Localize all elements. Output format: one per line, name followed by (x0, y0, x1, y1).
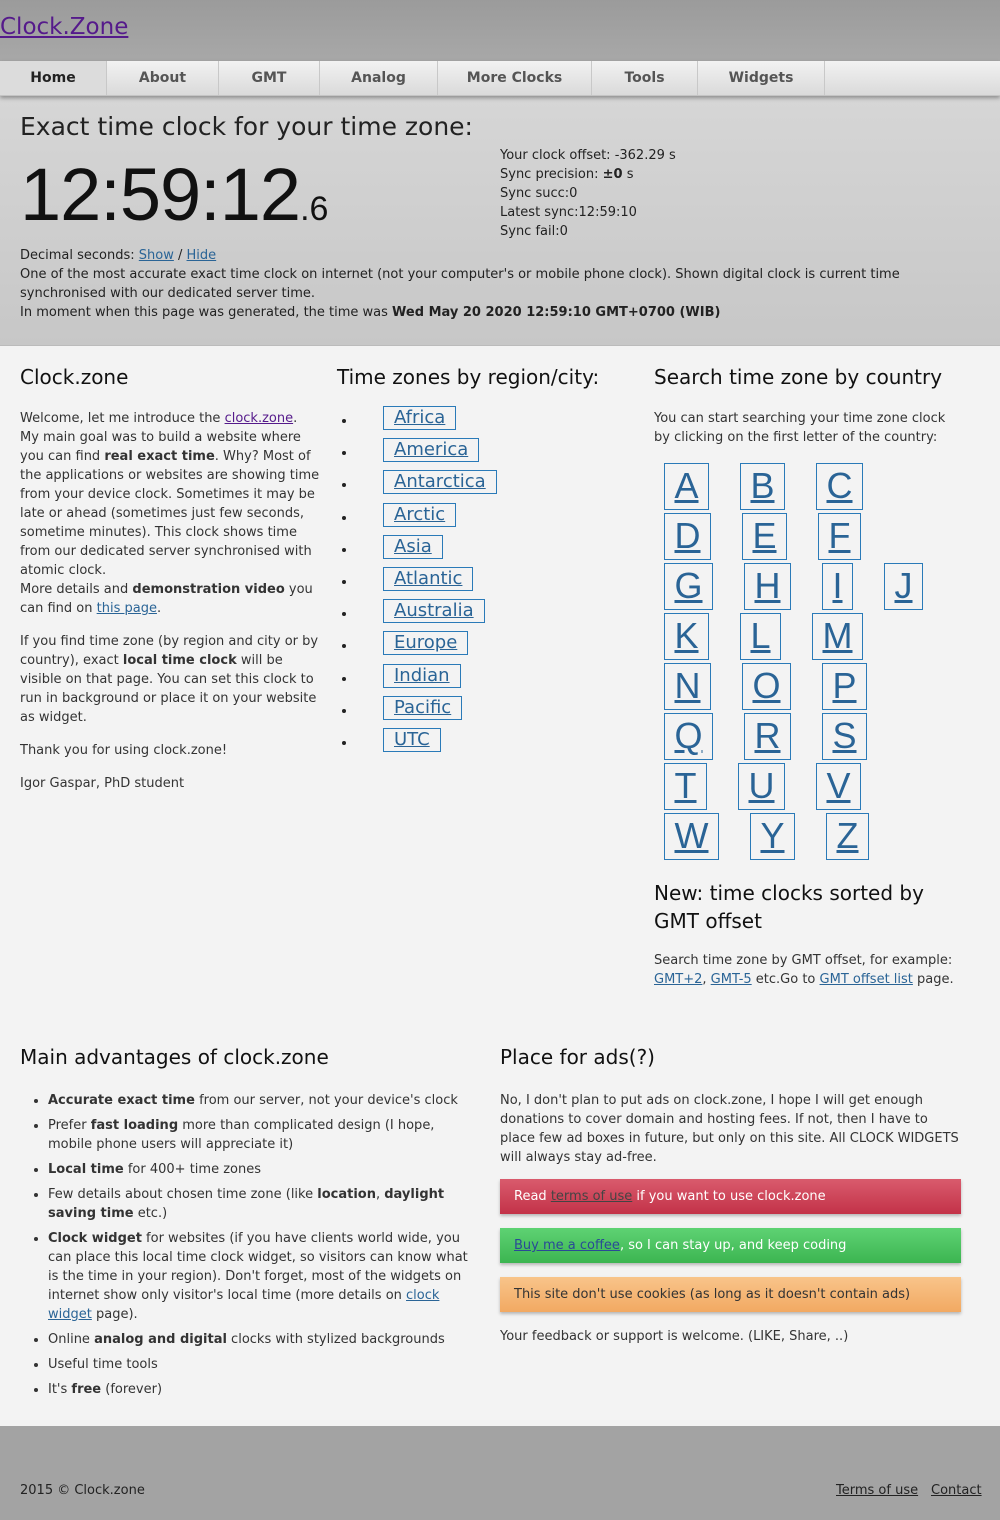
letter-link-t[interactable]: T (664, 763, 707, 810)
region-link-atlantic[interactable]: Atlantic (383, 567, 473, 591)
region-link-indian[interactable]: Indian (383, 664, 461, 688)
letter-link-a[interactable]: A (664, 463, 709, 510)
region-item (357, 535, 637, 570)
clock-decimal: .6 (300, 190, 329, 228)
intro-column (20, 346, 320, 793)
main-navbar (0, 61, 1000, 96)
clock-widget-link[interactable]: clock widget (48, 1288, 440, 1322)
gmt-offset-list-link[interactable]: GMT offset list (819, 972, 913, 987)
gmt-plus-2-link[interactable]: GMT+2 (654, 972, 703, 987)
region-item (357, 602, 637, 634)
sync-fail: Sync fail:0 (500, 224, 568, 239)
nav-more-clocks[interactable]: More Clocks (438, 61, 592, 95)
advantage-item: • Prefer fast loading more than complicated design (I hope, mobile phone users will appreciate it) (48, 1116, 475, 1154)
hide-decimal-link[interactable]: Hide (186, 248, 217, 263)
letter-link-q[interactable]: Q (664, 713, 713, 760)
footer-copyright: 2015 © Clock.zone (20, 1483, 145, 1498)
letter-link-l[interactable]: L (740, 613, 781, 660)
region-item (357, 409, 637, 441)
advantage-item: • Useful time tools (48, 1355, 475, 1374)
sync-precision (500, 165, 676, 184)
letter-link-s[interactable]: S (822, 713, 867, 760)
advantage-item: • Online analog and digital clocks with stylized backgrounds (48, 1330, 475, 1349)
footer-contact-link[interactable]: Contact (931, 1483, 982, 1498)
nav-home[interactable]: Home (0, 61, 107, 95)
feedback-text: Your feedback or support is welcome. (LIKE, Share, ..) (500, 1329, 849, 1344)
terms-alert: Read terms of use if you want to use clock.zone (500, 1179, 961, 1214)
region-link-pacific[interactable]: Pacific (383, 696, 462, 720)
region-link-antarctica[interactable]: Antarctica (383, 470, 497, 494)
region-item (357, 664, 637, 699)
advantages-section (20, 1045, 475, 1405)
show-decimal-link[interactable]: Show (138, 248, 174, 263)
letter-link-u[interactable]: U (738, 763, 785, 810)
clock-offset: Your clock offset: -362.29 s (500, 148, 676, 163)
gmt-section (654, 879, 954, 989)
generated-prefix: In moment when this page was generated, the time was (20, 305, 393, 320)
regions-heading: Time zones by region/city: (337, 365, 600, 389)
advantages-list (20, 1091, 475, 1399)
nav-tools[interactable]: Tools (592, 61, 698, 95)
advantage-item: • Clock widget for websites (if you have clients world wide, you can place this local time clock widget, so visitors can know what is the time in your region). Don't forget, most of the widgets on internet show only visitor's local time (more details on clock widget page). (48, 1229, 475, 1324)
country-search-heading: Search time zone by country (654, 365, 943, 389)
intro-paragraph-1: Welcome, let me introduce the clock.zone. My main goal was to build a website where you can find real exact time. Why? Most of the applications or websites are showing time from your device clock. Sometimes it may be late or ahead (sometimes just few seconds, sometime minutes). This clock shows time from our dedicated server synchronised with atomic clock. More details and demonstration video you can find on this page. (20, 411, 320, 616)
advantage-item: • It's free (forever) (48, 1380, 475, 1399)
coffee-alert: Buy me a coffee, so I can stay up, and keep coding (500, 1228, 961, 1263)
region-link-asia[interactable]: Asia (383, 535, 443, 559)
site-footer (0, 1426, 1000, 1520)
region-list (337, 409, 637, 763)
sync-succ: Sync succ:0 (500, 186, 578, 201)
letter-link-c[interactable]: C (816, 463, 863, 510)
region-link-america[interactable]: America (383, 438, 479, 462)
decimal-sep: / (173, 248, 187, 263)
nav-about[interactable]: About (107, 61, 219, 95)
decimal-seconds-row (20, 246, 980, 265)
generated-time-row (20, 303, 980, 322)
cookies-alert: This site don't use cookies (as long as it doesn't contain ads) (500, 1277, 961, 1312)
advantages-heading: Main advantages of clock.zone (20, 1045, 329, 1069)
region-item (357, 696, 637, 731)
region-item (357, 567, 637, 602)
letter-link-r[interactable]: R (744, 713, 791, 760)
region-item (357, 728, 637, 763)
hero-section (0, 96, 1000, 346)
country-search-column (654, 346, 954, 1026)
site-logo-link[interactable]: Clock.Zone (0, 14, 129, 40)
region-link-utc[interactable]: UTC (383, 728, 441, 752)
sync-info (500, 146, 676, 241)
region-item (357, 634, 637, 666)
hero-title: Exact time clock for your time zone: (20, 112, 473, 141)
gmt-text: Search time zone by GMT offset, for example: GMT+2, GMT-5 etc.Go to GMT offset list page. (654, 953, 954, 987)
region-item (357, 503, 637, 538)
country-search-text: You can start searching your time zone clock by clicking on the first letter of the country: (654, 411, 946, 445)
gmt-heading: New: time clocks sorted by GMT offset (654, 881, 924, 933)
region-link-africa[interactable]: Africa (383, 406, 456, 430)
footer-terms-link[interactable]: Terms of use (836, 1483, 919, 1498)
region-link-arctic[interactable]: Arctic (383, 503, 456, 527)
ads-heading: Place for ads(?) (500, 1045, 655, 1069)
hero-text (20, 246, 980, 322)
sync-precision-value: ±0 (602, 167, 623, 182)
intro-thanks: Thank you for using clock.zone! (20, 743, 228, 758)
intro-paragraph-2: If you find time zone (by region and city or by country), exact local time clock will be visible on that page. You can set this clock to run in background or place it on your website as widget. (20, 634, 319, 725)
letter-link-v[interactable]: V (816, 763, 861, 810)
advantage-item: • Local time for 400+ time zones (48, 1160, 475, 1179)
letter-link-e[interactable]: E (742, 513, 787, 560)
letter-link-y[interactable]: Y (750, 813, 795, 860)
ads-text: No, I don't plan to put ads on clock.zone, I hope I will get enough donations to cover domain and hosting fees. If not, then I have to place few ad boxes in future, but only on this site. All CLOCK WIDGETS will always stay ad-free. (500, 1093, 959, 1165)
letter-link-h[interactable]: H (744, 563, 791, 610)
regions-column (337, 346, 637, 763)
decimal-seconds-label: Decimal seconds: (20, 248, 139, 263)
letter-link-k[interactable]: K (664, 613, 709, 660)
ads-section (500, 1045, 960, 1167)
region-item (357, 473, 637, 505)
buy-coffee-link[interactable]: Buy me a coffee (514, 1238, 620, 1253)
advantage-item: • Accurate exact time from our server, not your device's clock (48, 1091, 475, 1110)
letter-link-b[interactable]: B (740, 463, 785, 510)
intro-heading: Clock.zone (20, 365, 129, 389)
letter-link-j[interactable]: J (884, 563, 923, 610)
intro-author: Igor Gaspar, PhD student (20, 776, 185, 791)
clock-time: 12:59:12 (20, 153, 301, 236)
letter-link-m[interactable]: M (812, 613, 863, 660)
site-header (0, 0, 1000, 61)
nav-gmt[interactable]: GMT (219, 61, 320, 95)
sync-precision-label: Sync precision: (500, 167, 603, 182)
sync-precision-unit: s (622, 167, 634, 182)
region-link-australia[interactable]: Australia (383, 599, 485, 623)
letter-link-g[interactable]: G (664, 563, 713, 610)
letter-link-d[interactable]: D (664, 513, 711, 560)
region-item (357, 441, 637, 473)
letter-link-z[interactable]: Z (826, 813, 869, 860)
hero-description: One of the most accurate exact time clock on internet (not your computer's or mobile phone clock). Shown digital clock is current time synchronised with our dedicated server time. (20, 267, 900, 301)
letter-link-p[interactable]: P (822, 663, 867, 710)
clock-zone-link[interactable]: clock.zone (224, 411, 294, 426)
this-page-link[interactable]: this page (96, 601, 157, 616)
letter-link-w[interactable]: W (664, 813, 719, 860)
nav-widgets[interactable]: Widgets (698, 61, 825, 95)
latest-sync: Latest sync:12:59:10 (500, 205, 637, 220)
letter-link-o[interactable]: O (742, 663, 791, 710)
letter-grid (654, 463, 954, 863)
gmt-minus-5-link[interactable]: GMT-5 (710, 972, 752, 987)
letter-link-n[interactable]: N (664, 663, 711, 710)
advantage-item: • Few details about chosen time zone (like location, daylight saving time etc.) (48, 1185, 475, 1223)
letter-link-f[interactable]: F (818, 513, 861, 560)
letter-link-i[interactable]: I (822, 563, 853, 610)
digital-clock (20, 152, 328, 237)
terms-of-use-link[interactable]: terms of use (550, 1189, 633, 1204)
region-link-europe[interactable]: Europe (383, 631, 468, 655)
nav-analog[interactable]: Analog (320, 61, 438, 95)
generated-time: Wed May 20 2020 12:59:10 GMT+0700 (WIB) (392, 305, 721, 320)
